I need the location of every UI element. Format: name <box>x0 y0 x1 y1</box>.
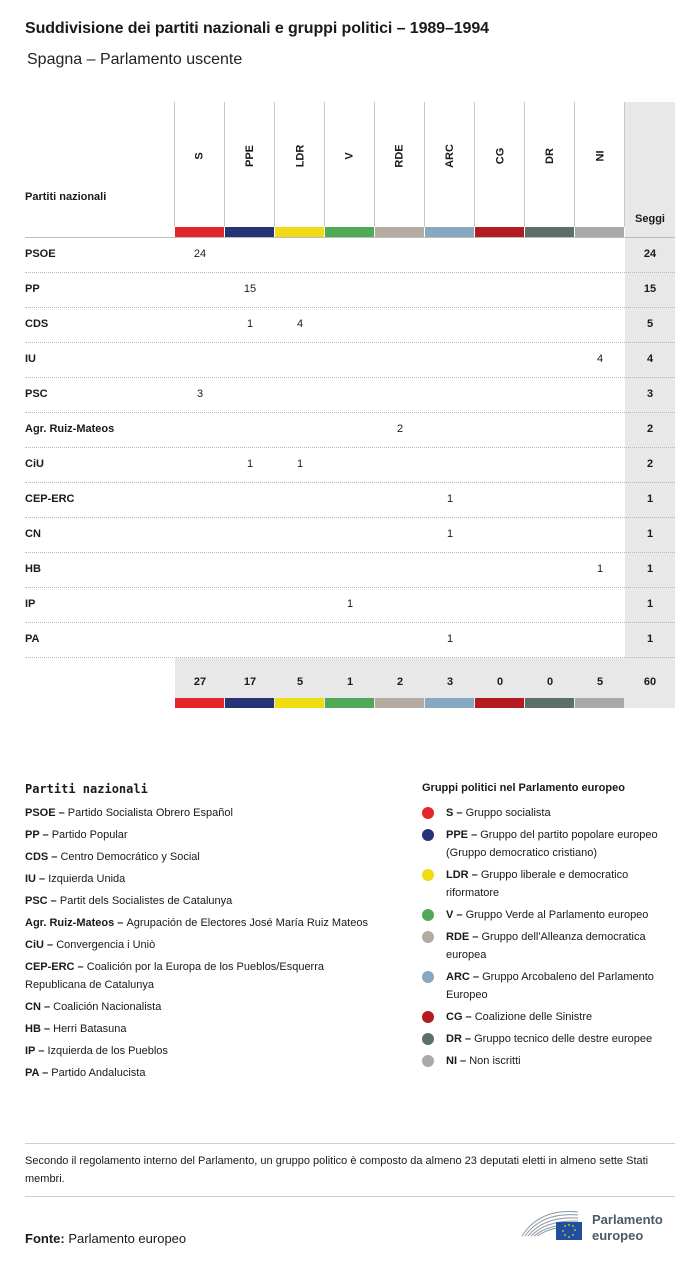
party-legend-item <box>25 892 375 910</box>
group-header-ppe <box>225 144 275 170</box>
group-color-dot-icon <box>422 1055 434 1067</box>
seat-count-cell: 2 <box>396 423 404 435</box>
seat-count-cell: 4 <box>596 353 604 365</box>
group-abbr: LDR – <box>446 869 481 881</box>
group-total-cell: 0 <box>546 676 554 688</box>
group-color-dot-icon <box>422 909 434 921</box>
table-row <box>25 273 675 308</box>
group-color-bar-top <box>425 227 474 237</box>
grand-total-cell: 60 <box>643 676 657 688</box>
table-row <box>25 483 675 518</box>
party-total-cell: 1 <box>646 493 654 505</box>
party-abbr: Agr. Ruiz-Mateos – <box>25 917 127 929</box>
party-name: PA <box>25 633 40 645</box>
party-total-cell: 1 <box>646 528 654 540</box>
party-full-name: Centro Democrático y Social <box>60 851 200 863</box>
group-color-dot-icon <box>422 807 434 819</box>
group-header-ldr <box>275 144 325 170</box>
group-legend-item <box>422 1052 680 1070</box>
party-total-cell: 1 <box>646 563 654 575</box>
group-legend-item <box>422 1030 680 1048</box>
party-full-name: Izquierda Unida <box>48 873 126 885</box>
seat-distribution-table <box>25 102 675 708</box>
note-divider-bottom <box>25 1196 675 1197</box>
group-color-bar-bottom <box>475 698 524 708</box>
group-total-cell: 2 <box>396 676 404 688</box>
hemicycle-flag-icon <box>520 1206 588 1244</box>
group-abbr: S – <box>446 807 466 819</box>
party-name: IP <box>25 598 36 610</box>
party-legend-item <box>25 870 375 888</box>
group-legend-item <box>422 928 680 964</box>
row-header-label: Partiti nazionali <box>25 191 107 203</box>
group-color-bar-top <box>225 227 274 237</box>
party-name: PP <box>25 283 40 295</box>
political-groups-legend <box>422 782 680 1074</box>
table-row <box>25 413 675 448</box>
group-color-bar-top <box>475 227 524 237</box>
group-legend-item <box>422 826 680 862</box>
group-full-name: Gruppo tecnico delle destre europee <box>474 1033 653 1045</box>
group-full-name: Non iscritti <box>469 1055 521 1067</box>
group-header-s <box>175 150 225 170</box>
group-code: NI <box>594 150 606 162</box>
group-color-bar-bottom <box>225 698 274 708</box>
party-abbr: HB – <box>25 1023 54 1035</box>
national-parties-legend <box>25 782 375 1086</box>
party-abbr: PSOE – <box>25 807 68 819</box>
note-divider-top <box>25 1143 675 1144</box>
group-full-name: Gruppo Arcobaleno del Parlamento Europeo <box>446 971 654 1001</box>
group-total-cell: 1 <box>346 676 354 688</box>
seggi-header: Seggi <box>635 213 665 225</box>
group-header-dr <box>525 150 575 170</box>
group-legend-item <box>422 968 680 1004</box>
party-full-name: Agrupación de Electores José María Ruiz Mateos <box>126 917 368 929</box>
group-header-ni <box>575 150 625 170</box>
party-abbr: PP – <box>25 829 52 841</box>
party-legend-item <box>25 998 375 1016</box>
party-name: PSC <box>25 388 48 400</box>
group-color-dot-icon <box>422 869 434 881</box>
seat-count-cell: 1 <box>296 458 304 470</box>
table-row <box>25 378 675 413</box>
group-full-name: Coalizione delle Sinistre <box>474 1011 593 1023</box>
party-full-name: Partit dels Socialistes de Catalunya <box>59 895 233 907</box>
footnote: Secondo il regolamento interno del Parlamento, un gruppo politico è composto da almeno 23 deputati eletti in almeno sette Stati membri. <box>25 1155 649 1185</box>
group-abbr: DR – <box>446 1033 475 1045</box>
group-color-bar-top <box>525 227 574 237</box>
group-color-bar-bottom <box>325 698 374 708</box>
party-full-name: Partido Socialista Obrero Español <box>67 807 233 819</box>
group-abbr: CG – <box>446 1011 475 1023</box>
party-full-name: Izquierda de los Pueblos <box>47 1045 168 1057</box>
group-color-bar-bottom <box>375 698 424 708</box>
group-full-name: Gruppo Verde al Parlamento europeo <box>465 909 649 921</box>
party-total-cell: 4 <box>646 353 654 365</box>
group-abbr: NI – <box>446 1055 470 1067</box>
party-total-cell: 3 <box>646 388 654 400</box>
page-subtitle: Spagna – Parlamento uscente <box>27 51 243 68</box>
seat-count-cell: 1 <box>446 633 454 645</box>
group-header-cg <box>475 147 525 170</box>
group-color-dot-icon <box>422 1033 434 1045</box>
group-totals-row <box>25 658 625 698</box>
group-total-cell: 27 <box>193 676 207 688</box>
seat-count-cell: 1 <box>246 318 254 330</box>
group-color-bar-bottom <box>175 698 224 708</box>
group-full-name: Gruppo del partito popolare europeo (Gruppo democratico cristiano) <box>446 829 658 859</box>
party-total-cell: 5 <box>646 318 654 330</box>
party-name: CDS <box>25 318 49 330</box>
seat-count-cell: 1 <box>346 598 354 610</box>
group-code: S <box>194 152 206 160</box>
seat-count-cell: 15 <box>243 283 257 295</box>
party-legend-item <box>25 1042 375 1060</box>
table-row <box>25 588 675 623</box>
party-full-name: Convergencia i Uniò <box>56 939 156 951</box>
party-total-cell: 2 <box>646 423 654 435</box>
party-total-cell: 15 <box>643 283 657 295</box>
group-full-name: Gruppo dell'Alleanza democratica europea <box>446 931 646 961</box>
source-label: Fonte: <box>25 1231 65 1246</box>
party-legend-item <box>25 914 375 932</box>
group-color-bar-bottom <box>575 698 624 708</box>
party-abbr: IP – <box>25 1045 48 1057</box>
seat-count-cell: 1 <box>246 458 254 470</box>
party-legend-item <box>25 958 375 994</box>
page-title: Suddivisione dei partiti nazionali e gruppi politici – 1989–1994 <box>25 20 489 37</box>
group-color-bar-top <box>175 227 224 237</box>
group-abbr: ARC – <box>446 971 483 983</box>
group-color-bar-bottom <box>275 698 324 708</box>
table-row <box>25 308 675 343</box>
group-code: ARC <box>444 144 456 168</box>
group-abbr: V – <box>446 909 466 921</box>
party-total-cell: 2 <box>646 458 654 470</box>
group-abbr: RDE – <box>446 931 482 943</box>
party-name: Agr. Ruiz-Mateos <box>25 423 115 435</box>
seat-count-cell: 1 <box>446 493 454 505</box>
table-row <box>25 238 675 273</box>
table-row <box>25 518 675 553</box>
party-abbr: PSC – <box>25 895 60 907</box>
party-abbr: CDS – <box>25 851 61 863</box>
seat-count-cell: 1 <box>446 528 454 540</box>
table-row <box>25 623 675 658</box>
group-color-dot-icon <box>422 931 434 943</box>
table-row <box>25 553 675 588</box>
party-full-name: Partido Popular <box>51 829 128 841</box>
source-line <box>25 1231 186 1246</box>
group-color-bar-top <box>275 227 324 237</box>
group-color-dot-icon <box>422 1011 434 1023</box>
seat-count-cell: 24 <box>193 248 207 260</box>
group-full-name: Gruppo socialista <box>465 807 551 819</box>
group-full-name: Gruppo liberale e democratico riformatore <box>446 869 629 899</box>
party-abbr: PA – <box>25 1067 52 1079</box>
party-legend-item <box>25 936 375 954</box>
group-total-cell: 17 <box>243 676 257 688</box>
party-legend-item <box>25 848 375 866</box>
party-total-cell: 1 <box>646 598 654 610</box>
party-name: PSOE <box>25 248 56 260</box>
group-color-bar-top <box>375 227 424 237</box>
party-name: CiU <box>25 458 44 470</box>
seat-count-cell: 3 <box>196 388 204 400</box>
group-header-rde <box>375 144 425 170</box>
group-code: V <box>344 152 356 160</box>
group-code: DR <box>543 148 556 164</box>
party-total-cell: 1 <box>646 633 654 645</box>
national-parties-legend-title: Partiti nazionali <box>25 782 148 796</box>
group-color-bar-top <box>575 227 624 237</box>
party-full-name: Partido Andalucista <box>51 1067 146 1079</box>
group-legend-item <box>422 866 680 902</box>
party-abbr: CEP-ERC – <box>25 961 87 973</box>
group-legend-item <box>422 906 680 924</box>
political-groups-legend-title: Gruppi politici nel Parlamento europeo <box>422 782 625 794</box>
table-row <box>25 343 675 378</box>
party-name: CN <box>25 528 41 540</box>
party-name: CEP-ERC <box>25 493 75 505</box>
group-abbr: PPE – <box>446 829 481 841</box>
group-code: PPE <box>243 144 256 168</box>
party-full-name: Coalición por la Europa de los Pueblos/Esquerra Republicana de Catalunya <box>25 961 325 991</box>
group-header-arc <box>425 144 475 170</box>
party-abbr: CiU – <box>25 939 57 951</box>
party-legend-item <box>25 1064 375 1082</box>
group-legend-item <box>422 1008 680 1026</box>
group-color-bar-bottom <box>525 698 574 708</box>
group-legend-item <box>422 804 680 822</box>
european-parliament-logo <box>520 1206 680 1244</box>
group-color-bar-bottom <box>425 698 474 708</box>
party-legend-item <box>25 1020 375 1038</box>
group-total-cell: 0 <box>496 676 504 688</box>
party-abbr: CN – <box>25 1001 54 1013</box>
group-color-dot-icon <box>422 971 434 983</box>
party-name: HB <box>25 563 41 575</box>
party-legend-item <box>25 804 375 822</box>
group-code: CG <box>494 147 506 165</box>
group-total-cell: 3 <box>446 676 454 688</box>
source-value: Parlamento europeo <box>68 1231 187 1246</box>
group-code: LDR <box>293 144 306 168</box>
party-full-name: Coalición Nacionalista <box>53 1001 162 1013</box>
group-code: RDE <box>393 144 406 168</box>
table-row <box>25 448 675 483</box>
seat-count-cell: 1 <box>596 563 604 575</box>
seat-count-cell: 4 <box>296 318 304 330</box>
group-header-v <box>325 150 375 170</box>
logo-text: Parlamento europeo <box>592 1212 663 1243</box>
party-full-name: Herri Batasuna <box>53 1023 127 1035</box>
group-color-bar-top <box>325 227 374 237</box>
group-color-dot-icon <box>422 829 434 841</box>
party-legend-item <box>25 826 375 844</box>
group-total-cell: 5 <box>296 676 304 688</box>
party-name: IU <box>25 353 36 365</box>
party-total-cell: 24 <box>643 248 657 260</box>
group-total-cell: 5 <box>596 676 604 688</box>
party-abbr: IU – <box>25 873 49 885</box>
